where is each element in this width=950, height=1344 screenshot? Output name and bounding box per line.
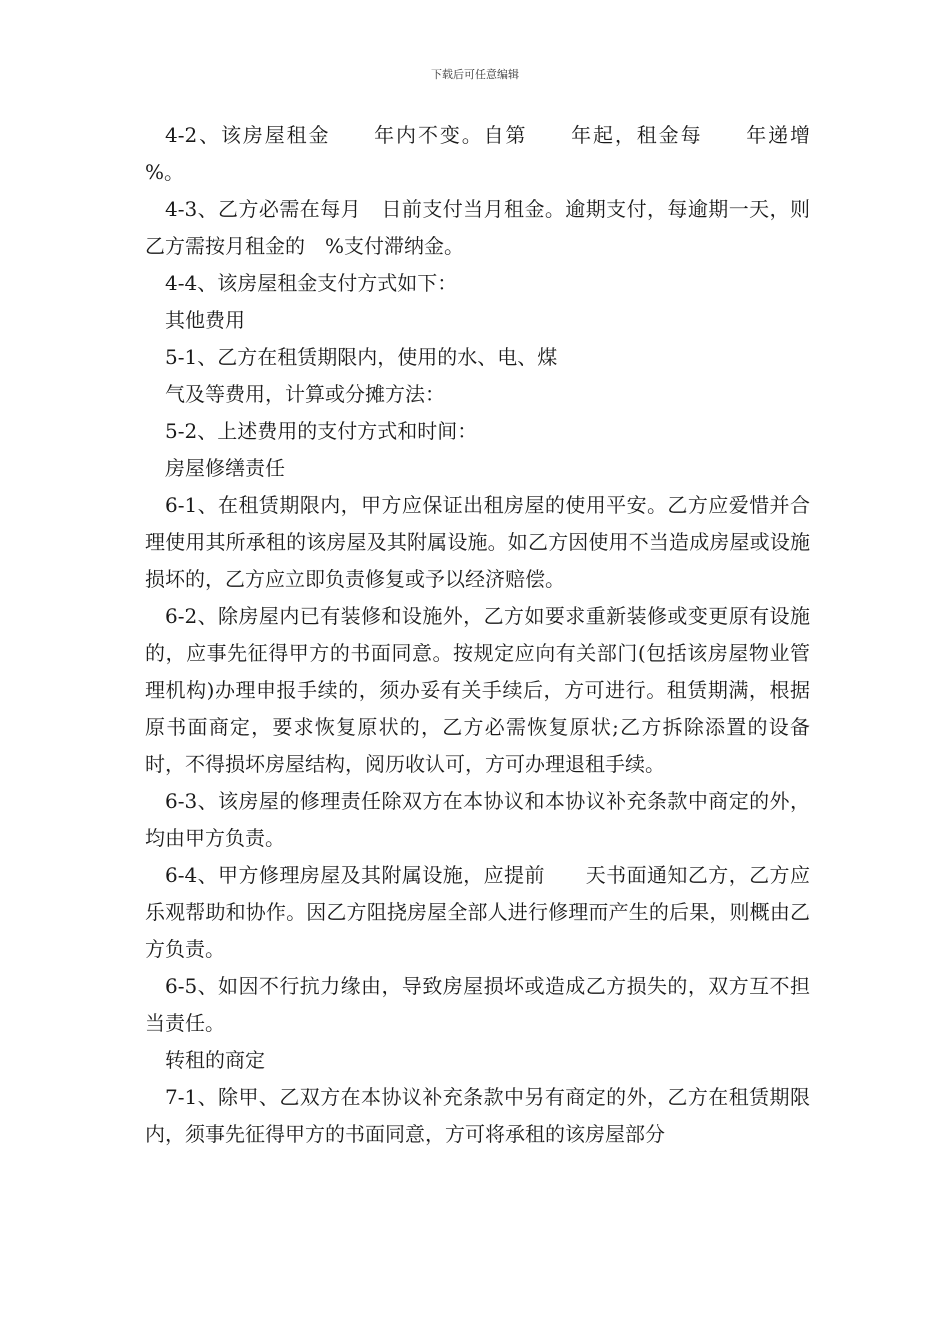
paragraph-5-1: 5-1、乙方在租赁期限内，使用的水、电、煤 [165,345,558,369]
paragraph-4-3: 4-3、乙方必需在每月 日前支付当月租金。逾期支付，每逾期一天，则乙方需按月租金的 %支付滞纳金。 [145,197,810,258]
section-heading-sublease: 转租的商定 [165,1048,265,1072]
paragraph-6-2: 6-2、除房屋内已有装修和设施外，乙方如要求重新装修或变更原有设施的，应事先征得甲方的书面同意。按规定应向有关部门(包括该房屋物业管理机构)办理申报手续的，须办妥有关手续后，方可进行。租赁期满，根据原书面商定，要求恢复原状的，乙方必需恢复原状;乙方拆除添置的设备时，不得损坏房屋结构，阅历收认可，方可办理退租手续。 [145,604,810,776]
paragraph-4-2: 4-2、该房屋租金 年内不变。自第 年起，租金每 年递增 %。 [145,123,850,184]
document-body [145,117,850,1153]
paragraph-4-4: 4-4、该房屋租金支付方式如下： [165,271,458,295]
paragraph-6-1: 6-1、在租赁期限内，甲方应保证出租房屋的使用平安。乙方应爱惜并合理使用其所承租的该房屋及其附属设施。如乙方因使用不当造成房屋或设施损坏的，乙方应立即负责修复或予以经济赔偿。 [145,493,810,591]
page-header: 下载后可任意编辑 [431,68,519,81]
paragraph-6-5: 6-5、如因不行抗力缘由，导致房屋损坏或造成乙方损失的，双方互不担当责任。 [145,974,810,1035]
section-heading-repair: 房屋修缮责任 [165,456,285,480]
paragraph-7-1: 7-1、除甲、乙双方在本协议补充条款中另有商定的外，乙方在租赁期限内，须事先征得甲方的书面同意，方可将承租的该房屋部分 [145,1085,810,1146]
paragraph-6-3: 6-3、该房屋的修理责任除双方在本协议和本协议补充条款中商定的外，均由甲方负责。 [145,789,810,850]
paragraph-5-1-continued: 气及等费用，计算或分摊方法： [165,382,445,406]
paragraph-5-2: 5-2、上述费用的支付方式和时间： [165,419,478,443]
section-heading-other-fees: 其他费用 [165,308,245,332]
paragraph-6-4: 6-4、甲方修理房屋及其附属设施，应提前 天书面通知乙方，乙方应乐观帮助和协作。因乙方阻挠房屋全部人进行修理而产生的后果，则概由乙方负责。 [145,863,810,961]
